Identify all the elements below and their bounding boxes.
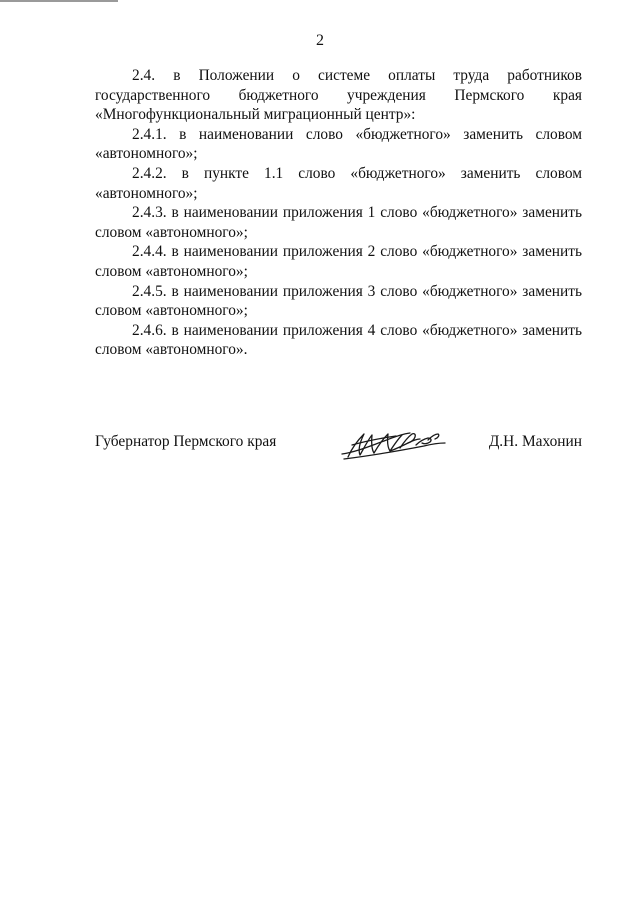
clause-2-4-3: 2.4.3. в наименовании приложения 1 слово «бюджетного» заменить словом «автономного»; (95, 204, 582, 241)
handwritten-signature (338, 424, 448, 464)
signatory-name: Д.Н. Махонин (488, 433, 582, 450)
clause-2-4-4: 2.4.4. в наименовании приложения 2 слово «бюджетного» заменить словом «автономного»; (95, 243, 582, 280)
clause-2-4-2: 2.4.2. в пункте 1.1 слово «бюджетного» заменить словом «автономного»; (95, 164, 582, 202)
clause-2-4: 2.4. в Положении о системе оплаты труда работников государственного бюджетного учреждения Пермского края «Многофункциональный миграционный центр»: (95, 67, 582, 124)
signature-block (95, 424, 582, 464)
document-body (95, 66, 582, 360)
clause-2-4-6: 2.4.6. в наименовании приложения 4 слово «бюджетного» заменить словом «автономного». (95, 321, 582, 359)
signatory-position: Губернатор Пермского края (95, 433, 277, 450)
page-number: 2 (316, 32, 324, 49)
scan-edge-line (0, 0, 118, 2)
clause-2-4-1: 2.4.1. в наименовании слово «бюджетного» заменить словом «автономного»; (95, 125, 582, 163)
clause-2-4-5: 2.4.5. в наименовании приложения 3 слово «бюджетного» заменить словом «автономного»; (95, 282, 582, 320)
